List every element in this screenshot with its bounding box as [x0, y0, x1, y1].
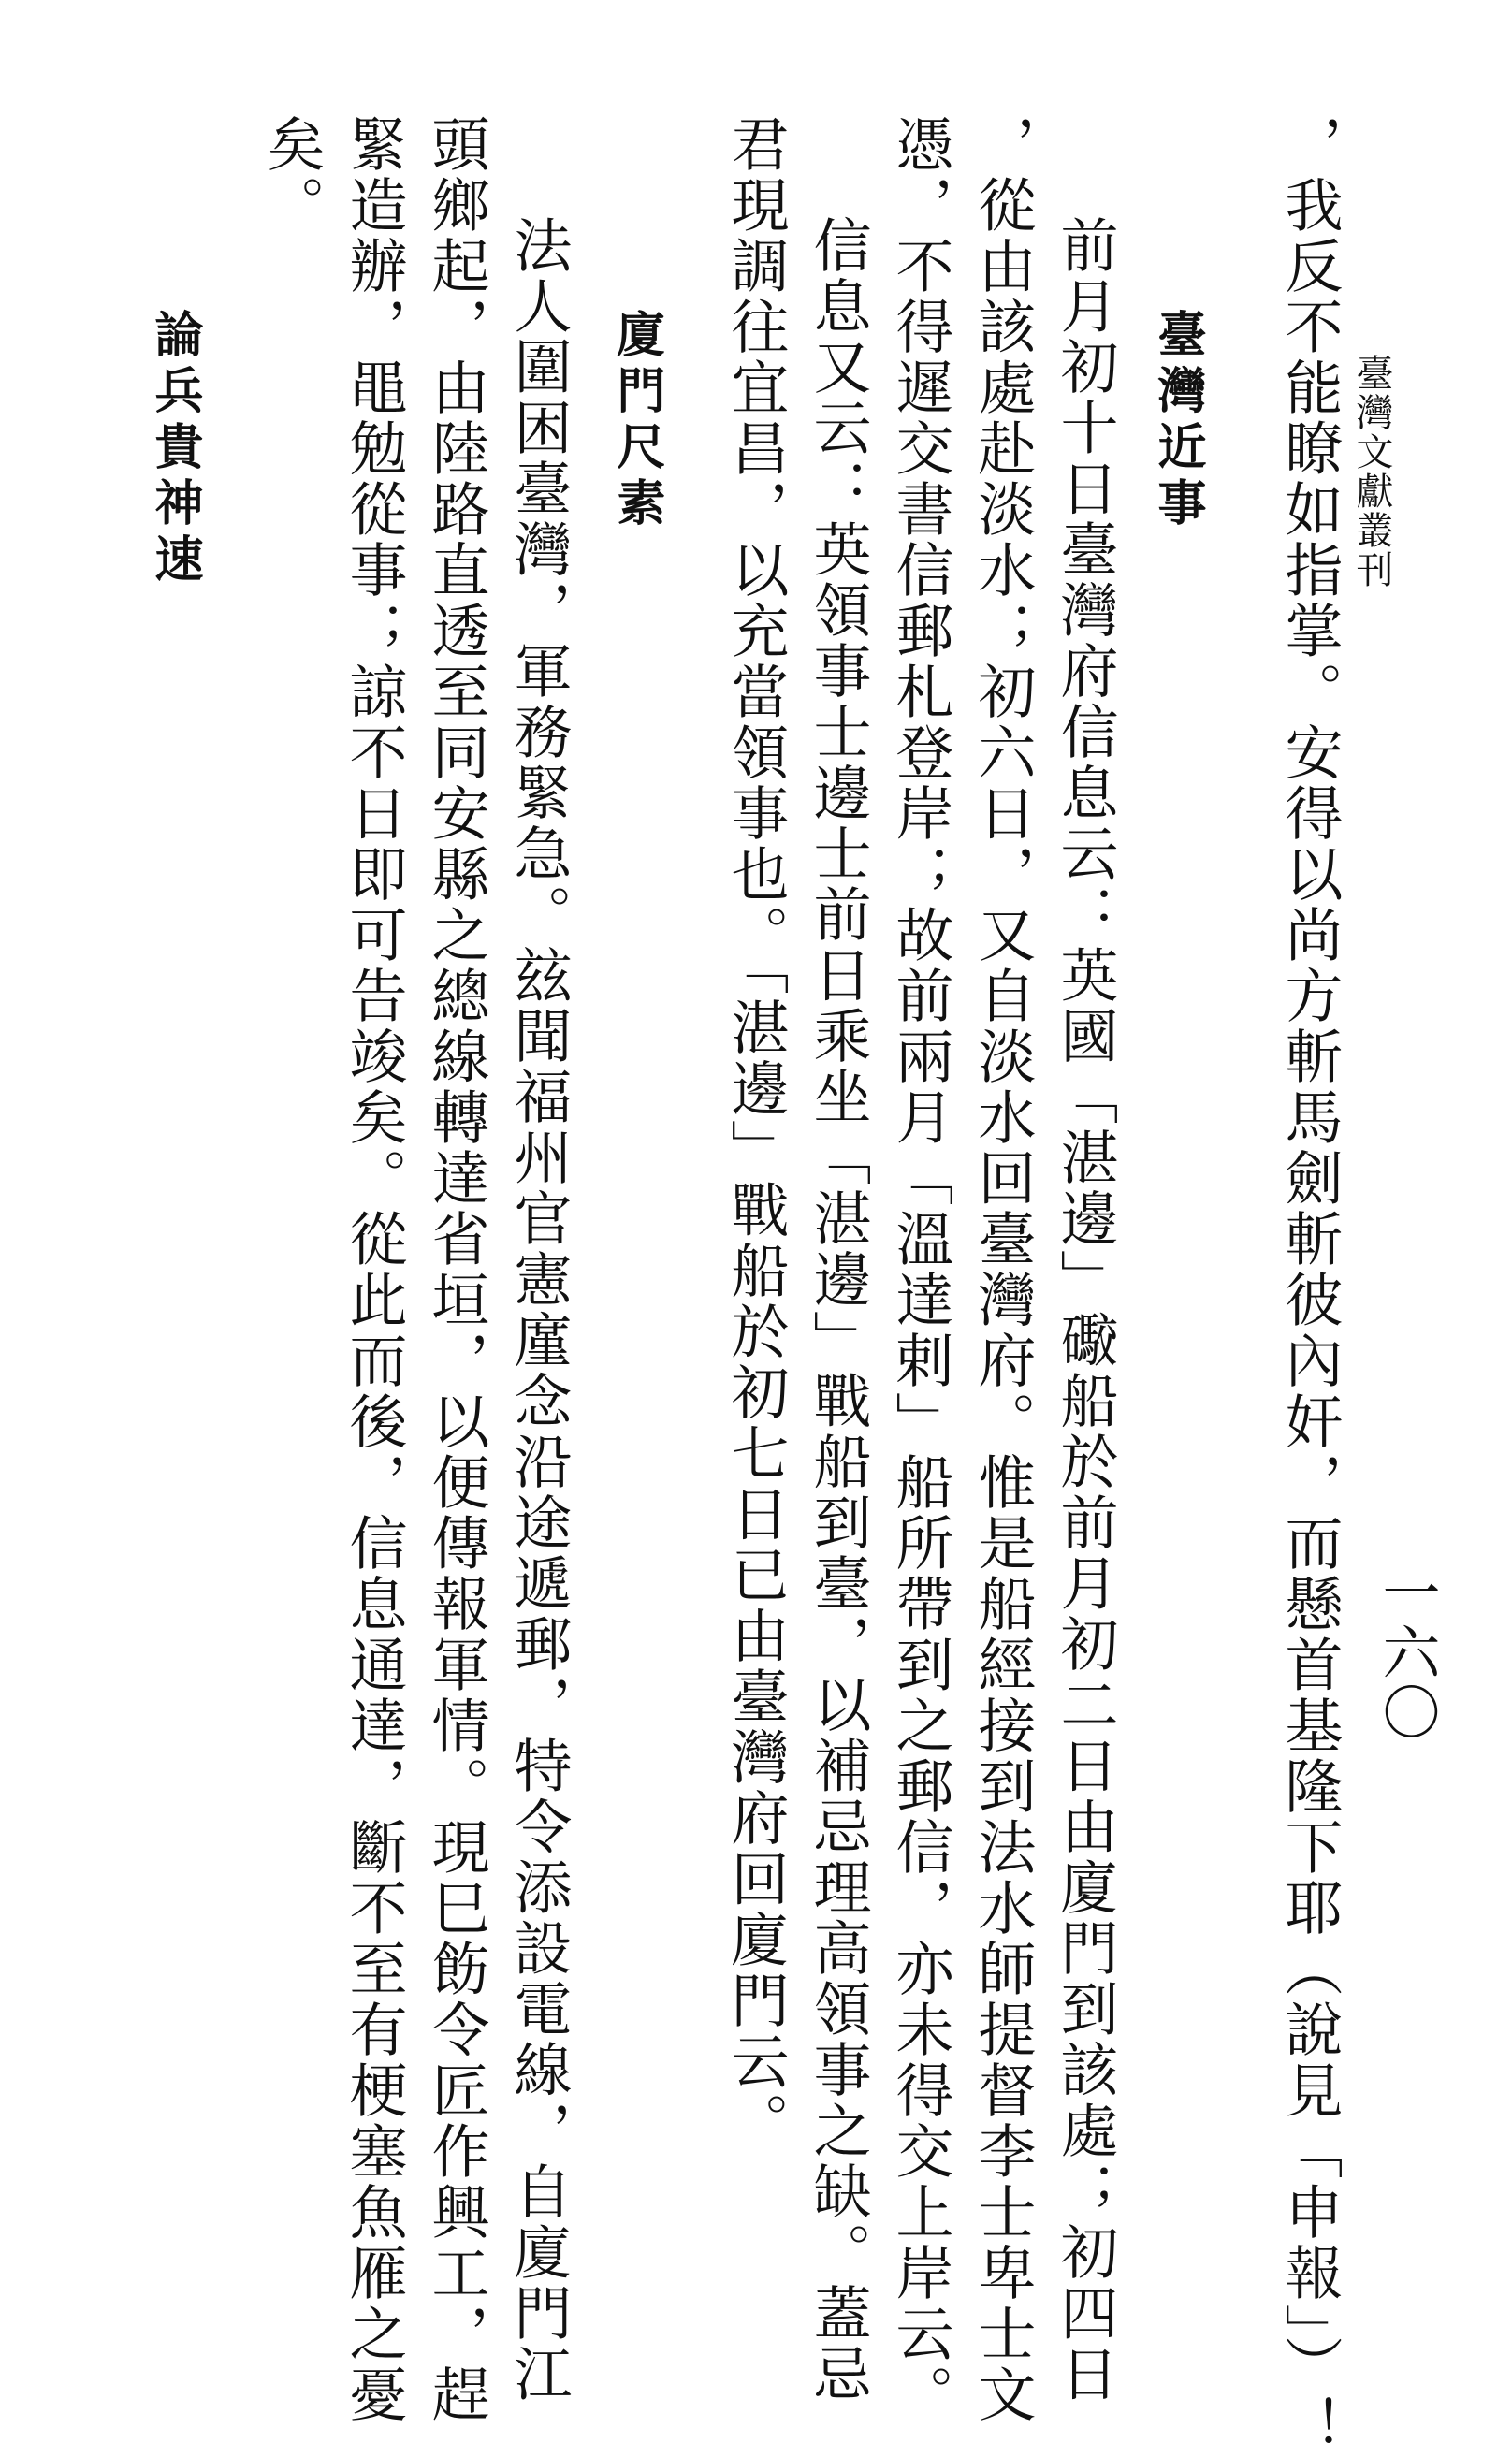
section1-line-2: ，從由該處赴淡水；初六日，又自淡水回臺灣府。惟是船經接到法水師提督李士卑士文 [968, 114, 1037, 2425]
section2-line-2: 頭鄉起，由陸路直透至同安縣之總線轉達省垣，以便傳報軍情。現巳飭令匠作興工，趕 [422, 114, 490, 2425]
section2-line-3: 緊造辦，黽勉從事；諒不日即可告竣矣。從此而後，信息通達，斷不至有梗塞魚雁之憂 [340, 114, 408, 2425]
section2-line-1: 法人圍困臺灣，軍務緊急。玆聞福州官憲廑念沿途遞郵，特令添設電線，自廈門江 [504, 215, 573, 2405]
section2-line-4: 矣。 [257, 114, 326, 236]
section-heading-taiwan-recent-news: 臺灣近事 [1149, 309, 1205, 533]
section1-line-4: 信息又云：英領事士邊士前日乘坐「湛邊」戰船到臺，以補忌理高領事之缺。蓋忌 [804, 215, 872, 2405]
running-title: 臺灣文獻叢刊 [1350, 354, 1393, 589]
section1-line-3: 憑，不得遲交書信郵札登岸；故前兩月「溫達剌」船所帶到之郵信，亦未得交上岸云。 [886, 114, 954, 2425]
section-heading-military-speed: 論兵貴神速 [146, 309, 202, 589]
section-heading-xiamen-letter: 廈門尺素 [608, 309, 664, 533]
intro-continuation-line: ，我反不能瞭如指掌。安得以尚方斬馬劍斬彼內奸，而懸首基隆下耶（說見「申報」）！ [1275, 114, 1344, 2457]
section1-line-1: 前月初十日臺灣府信息云：英國「湛邊」礮船於前月初二日由廈門到該處；初四日 [1051, 215, 1119, 2405]
section1-line-5: 君現調往宜昌，以充當領事也。「湛邊」戰船於初七日已由臺灣府回廈門云。 [721, 114, 790, 2153]
page-number: 一六〇 [1373, 1563, 1441, 1742]
